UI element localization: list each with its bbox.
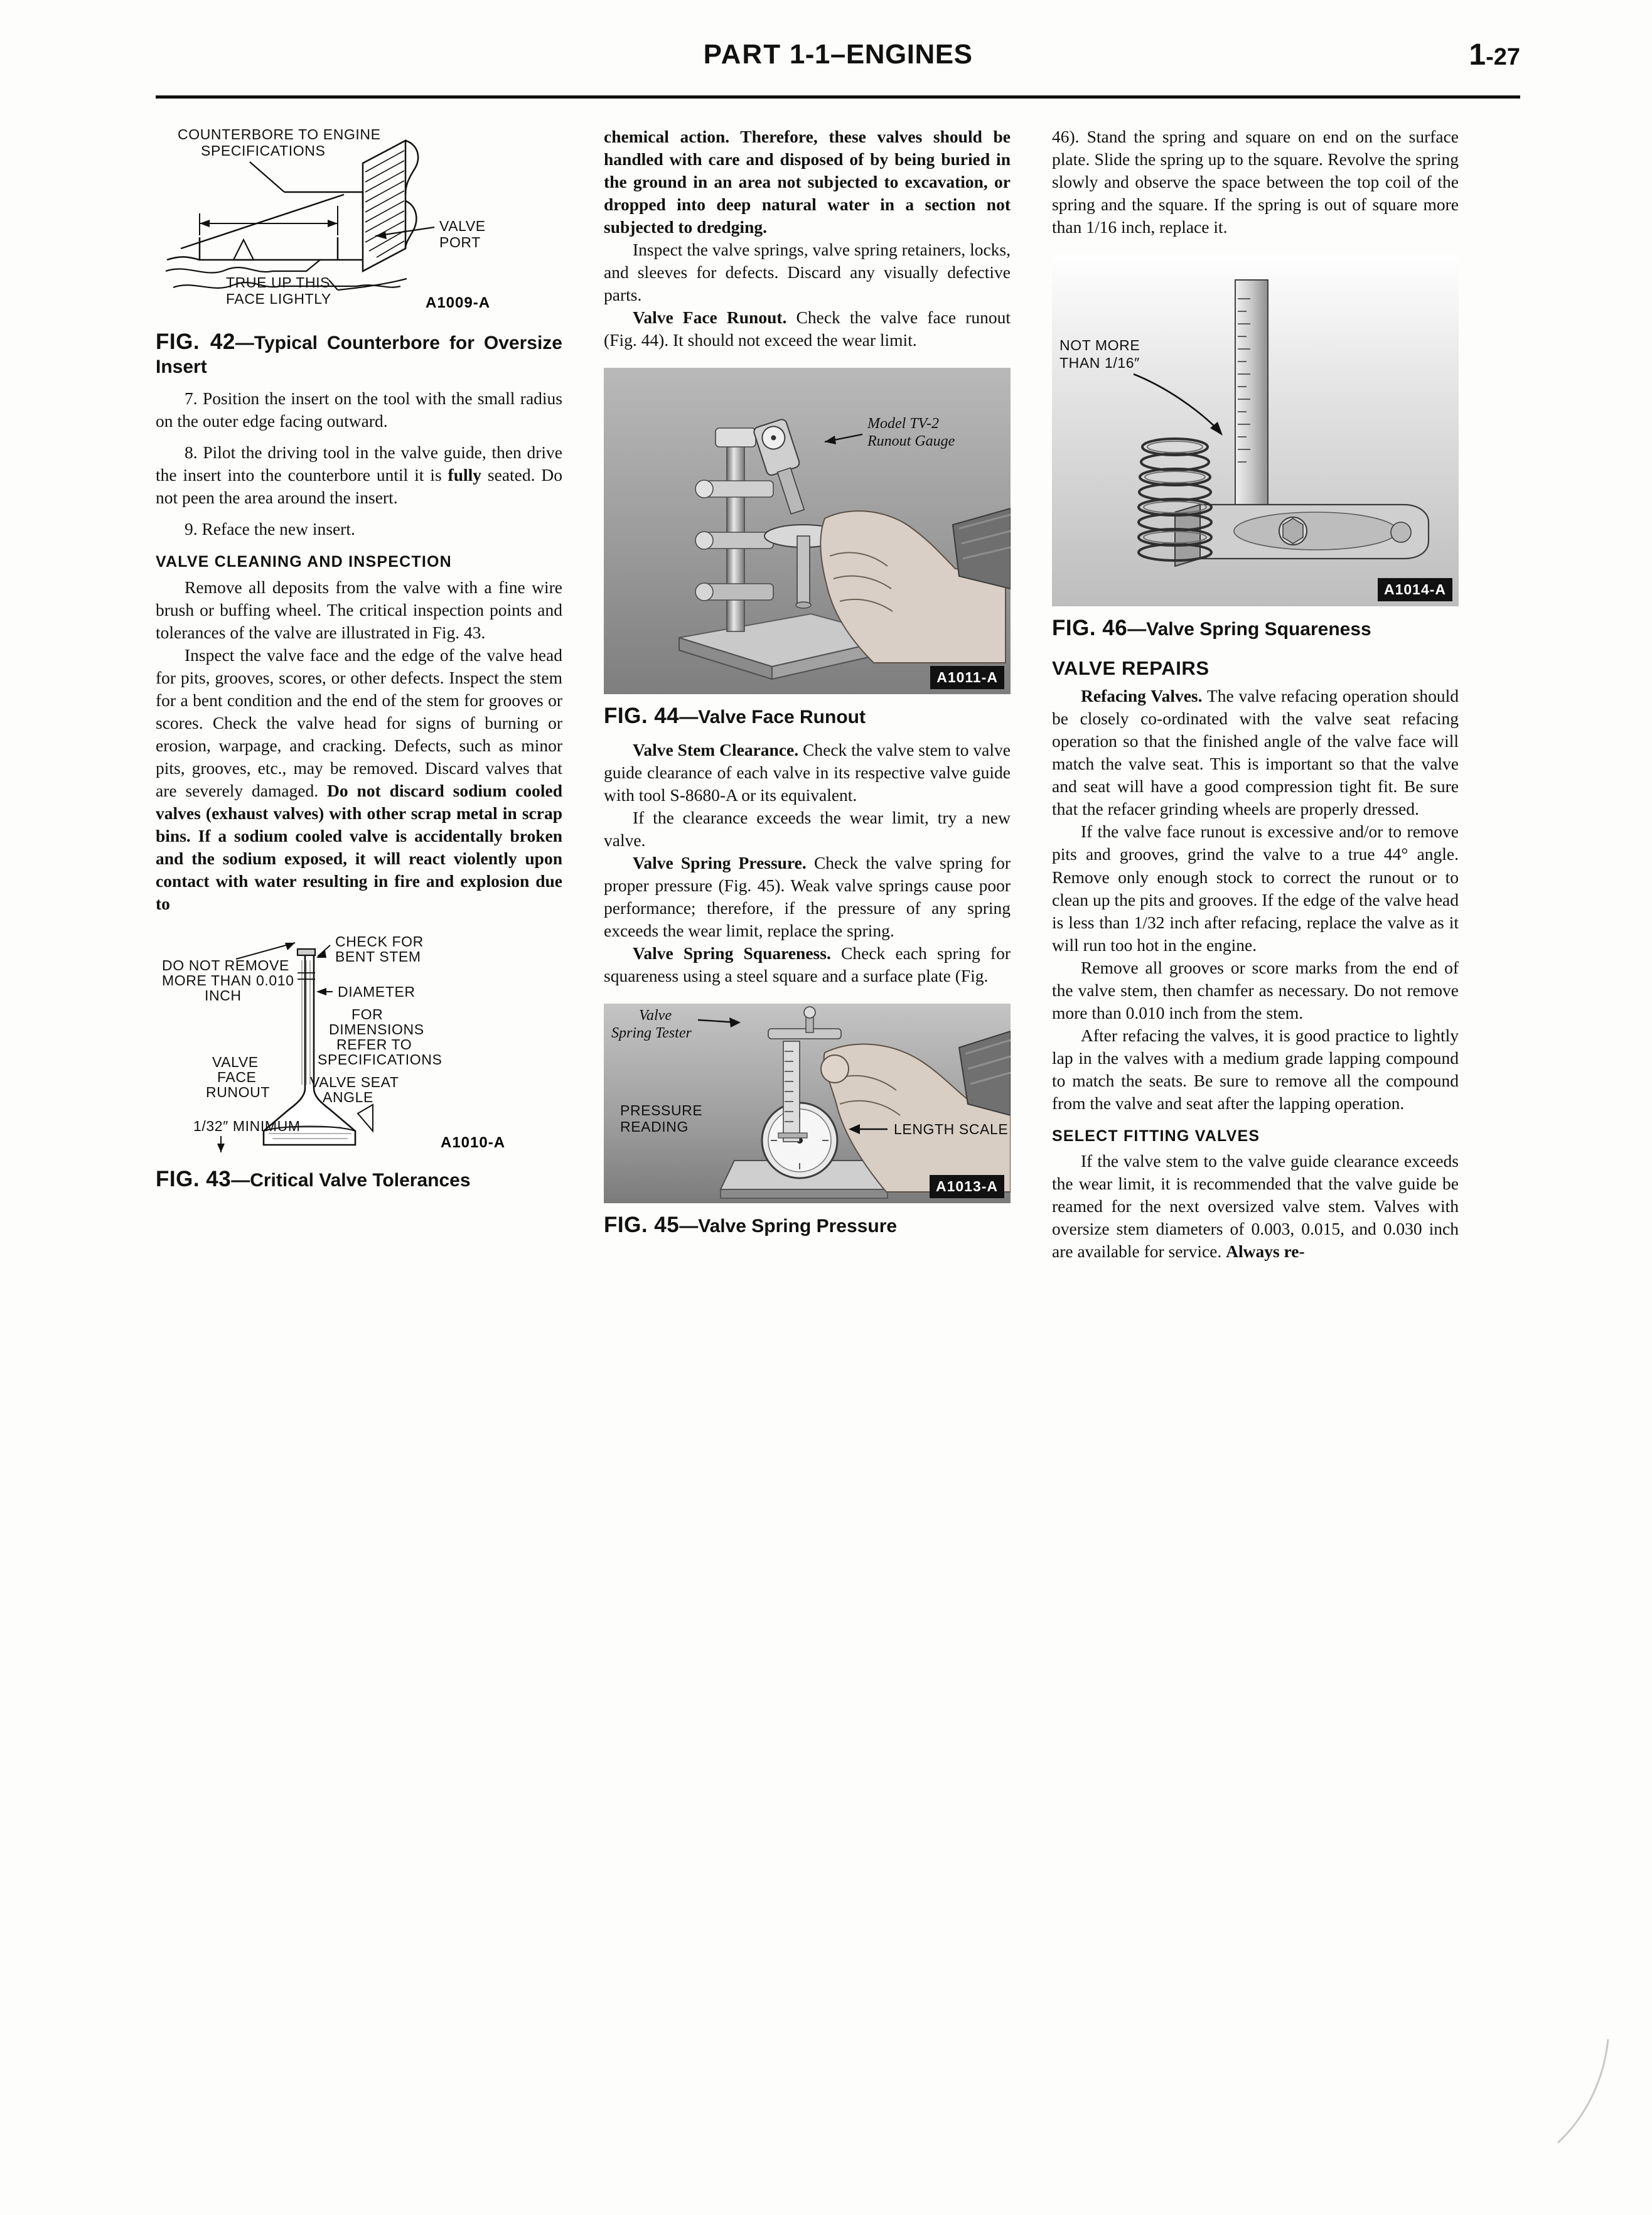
header-rule bbox=[156, 95, 1520, 99]
fig42-label-counterbore: COUNTERBORE TO ENGINE bbox=[178, 126, 381, 142]
figure-42-caption bbox=[156, 329, 562, 378]
col3-paragraph-4: Remove all grooves or score marks from the end of the valve stem, then chamfer as necessary. Do not remove more than 0.010 inch from the stem. bbox=[1052, 957, 1459, 1022]
heading-valve-repairs: VALVE REPAIRS bbox=[1052, 657, 1210, 679]
figure-44 bbox=[604, 368, 1011, 694]
fig43-label-valve: VALVE bbox=[212, 1054, 259, 1071]
fig43-label-inch: INCH bbox=[205, 987, 242, 1004]
page-number-sub: -27 bbox=[1486, 44, 1520, 70]
column-1 bbox=[156, 126, 562, 1202]
step-8-bold: fully bbox=[448, 465, 482, 485]
step-8a: 8. Pilot the driving tool in the valve guide, then drive the insert into the counterbore until it is bbox=[156, 442, 562, 485]
fig42-label-facelightly: FACE LIGHTLY bbox=[226, 291, 331, 307]
figure-46-code: A1014-A bbox=[1378, 578, 1452, 601]
figure-46-caption-text: —Valve Spring Squareness bbox=[1127, 619, 1371, 640]
fig43-label-referto: REFER TO bbox=[336, 1036, 412, 1053]
fig43-label-face: FACE bbox=[217, 1069, 257, 1086]
figure-44-caption bbox=[604, 703, 1011, 730]
col3-paragraph-6 bbox=[1052, 1150, 1459, 1263]
col2-p4-label: Valve Stem Clearance. bbox=[633, 739, 799, 759]
col2-paragraph-1: chemical action. Therefore, these valves should be handled with care and disposed of by being buried in the ground in an area not subjected to excavation, or dropped into deep natural water in a section not subjected to dredging. bbox=[604, 127, 1011, 237]
col2-paragraph-4 bbox=[604, 739, 1011, 807]
col2-paragraph-3 bbox=[604, 306, 1011, 351]
col2-paragraph-2: Inspect the valve springs, valve spring retainers, locks, and sleeves for defects. Discard any visually defective parts. bbox=[604, 240, 1011, 305]
page-number bbox=[1469, 38, 1520, 72]
col2-paragraph-7 bbox=[604, 942, 1011, 987]
fig43-label-morethan: MORE THAN 0.010 bbox=[162, 972, 294, 989]
fig43-label-angle: ANGLE bbox=[323, 1089, 373, 1106]
col2-paragraph-5: If the clearance exceeds the wear limit, try a new valve. bbox=[604, 807, 1011, 850]
cleaning-paragraph-1: Remove all deposits from the valve with a fine wire brush or buffing wheel. The critical inspection points and tolerances of the valve are illustrated in Fig. 43. bbox=[156, 577, 562, 643]
col3-p6-bold: Always re- bbox=[1226, 1242, 1305, 1262]
header-section-title: ENGINES bbox=[845, 39, 973, 70]
fig46-label-notmore: NOT MORE bbox=[1059, 337, 1140, 354]
col3-paragraph-2 bbox=[1052, 685, 1459, 820]
step-7: 7. Position the insert on the tool with the small radius on the outer edge facing outward. bbox=[156, 389, 562, 431]
figure-45-code: A1013-A bbox=[930, 1175, 1004, 1198]
figure-45-caption bbox=[604, 1212, 1011, 1239]
page-corner-curl bbox=[1539, 2039, 1614, 2146]
fig43-label-diameter: DIAMETER bbox=[338, 984, 416, 1000]
fig45-label-reading: READING bbox=[620, 1118, 689, 1135]
fig42-label-port: PORT bbox=[439, 234, 481, 250]
figure-43-number: FIG. 43 bbox=[156, 1167, 232, 1192]
header-dash: – bbox=[830, 39, 846, 70]
fig43-label-seat: VALVE SEAT bbox=[310, 1074, 399, 1091]
col2-p3-label: Valve Face Runout. bbox=[633, 308, 787, 328]
fig45-label-spring-tester: Spring Tester bbox=[611, 1025, 692, 1042]
figure-46 bbox=[1052, 255, 1459, 606]
page-header bbox=[156, 39, 1520, 89]
step-8 bbox=[156, 441, 562, 509]
col3-paragraph-3: If the valve face runout is excessive and/or to remove pits and grooves, grind the valve to a true 44° angle. Remove only enough stock to correct the runout or to clean up the pits and grooves. If the edge of the valve head is less than 1/32 inch after refacing, replace the valve as it will run too hot in the engine. bbox=[1052, 822, 1459, 955]
figure-45-number: FIG. 45 bbox=[604, 1213, 680, 1238]
col2-p7-label: Valve Spring Squareness. bbox=[633, 943, 831, 963]
fig43-label-donotremove: DO NOT REMOVE bbox=[162, 957, 289, 974]
heading-select-fitting-valves: SELECT FITTING VALVES bbox=[1052, 1127, 1260, 1145]
figure-42-caption-text: —Typical Counterbore for Oversize Insert bbox=[156, 333, 562, 377]
fig43-label-specs: SPECIFICATIONS bbox=[318, 1051, 442, 1068]
figure-42 bbox=[156, 126, 562, 320]
figure-44-number: FIG. 44 bbox=[604, 704, 680, 729]
col3-p6-text: If the valve stem to the valve guide clearance exceeds the wear limit, it is recommended that the valve guide be reamed for the next oversized valve stem. Valves with oversize stem diameters of 0.003, 0.015, and 0.030 inch are available for service. bbox=[1052, 1151, 1459, 1262]
col3-p2-label: Refacing Valves. bbox=[1081, 686, 1203, 706]
col3-paragraph-1: 46). Stand the spring and square on end on the surface plate. Slide the spring up to the square. Revolve the spring slowly and observe the space between the top coil of the spring and the square. If the spring is out of square more than 1/16 inch, replace it. bbox=[1052, 127, 1459, 237]
fig43-label-minimum: 1/32″ MINIMUM bbox=[193, 1118, 301, 1135]
figure-43-caption bbox=[156, 1166, 562, 1193]
fig44-label-gauge: Runout Gauge bbox=[867, 433, 955, 450]
figure-44-photo bbox=[604, 368, 1011, 694]
fig43-label-for: FOR bbox=[351, 1006, 384, 1023]
fig43-code: A1010-A bbox=[441, 1134, 506, 1152]
figure-43 bbox=[156, 931, 562, 1157]
fig42-code: A1009-A bbox=[426, 294, 491, 311]
figure-46-photo bbox=[1052, 255, 1459, 606]
cleaning-paragraph-2-bold: Do not discard sodium cooled valves (exhaust valves) with other scrap metal in scrap bins. If a sodium cooled valve is accidentally broken and the sodium exposed, it will react violently upon contact with water resulting in fire and explosion due to bbox=[156, 781, 563, 914]
fig43-label-dimensions: DIMENSIONS bbox=[329, 1021, 424, 1038]
fig42-label-trueup: TRUE UP THIS bbox=[226, 274, 331, 291]
heading-valve-cleaning: VALVE CLEANING AND INSPECTION bbox=[156, 553, 452, 571]
figure-43-caption-text: —Critical Valve Tolerances bbox=[231, 1170, 471, 1191]
step-8c: seated. Do not peen the area around the insert. bbox=[156, 465, 563, 508]
figure-44-caption-text: —Valve Face Runout bbox=[679, 707, 866, 728]
step-9: 9. Reface the new insert. bbox=[185, 519, 355, 539]
col2-p6-label: Valve Spring Pressure. bbox=[633, 852, 807, 872]
fig43-label-check-bent2: BENT STEM bbox=[335, 948, 421, 965]
column-2 bbox=[604, 126, 1011, 1248]
fig45-label-pressure: PRESSURE bbox=[620, 1102, 703, 1119]
figure-45 bbox=[604, 1004, 1011, 1203]
fig44-label-model: Model TV-2 bbox=[867, 416, 939, 432]
page-number-main: 1 bbox=[1469, 38, 1486, 72]
header-part-label: PART bbox=[703, 39, 782, 70]
fig42-label-valve: VALVE bbox=[439, 218, 486, 234]
fig46-label-than: THAN 1/16″ bbox=[1059, 355, 1140, 372]
cleaning-paragraph-2 bbox=[156, 644, 562, 915]
figure-45-photo bbox=[604, 1004, 1011, 1203]
cleaning-paragraph-2-text: Inspect the valve face and the edge of the valve head for pits, grooves, scores, or other defects. Inspect the stem for a bent condition and the end of the stem for grooves or scores. Check the valve head for signs of burning or erosion, warpage, and cracking. Defects, such as minor pits, grooves, etc., may be removed. Discard valves that are severely damaged. bbox=[156, 645, 562, 801]
col2-p3-text: Check the valve face runout (Fig. 44). It should not exceed the wear limit. bbox=[604, 308, 1011, 350]
col3-paragraph-5: After refacing the valves, it is good practice to lightly lap in the valves with a medium grade lapping compound to match the seats. Be sure to remove all the compound from the valve and seat after the lapping operation. bbox=[1052, 1025, 1459, 1113]
col2-p6-text: Check the valve spring for proper pressure (Fig. 45). Weak valve springs cause poor performance; therefore, if the pressure of any spring exceeds the wear limit, replace the spring. bbox=[604, 852, 1011, 940]
figure-42-number: FIG. 42 bbox=[156, 330, 235, 354]
figure-45-caption-text: —Valve Spring Pressure bbox=[679, 1216, 898, 1237]
col2-p7-text: Check each spring for squareness using a steel square and a surface plate (Fig. bbox=[604, 943, 1011, 985]
fig42-label-counterbore2: SPECIFICATIONS bbox=[201, 142, 326, 159]
col3-p2-text: The valve refacing operation should be closely co-ordinated with the valve seat refacing operation so that the finished angle of the valve face will match the valve seat. This is important so that the valve and seat will have a good compression tight fit. Be sure that the refacer grinding wheels are properly dressed. bbox=[1052, 686, 1459, 819]
column-3 bbox=[1052, 126, 1459, 1263]
figure-46-number: FIG. 46 bbox=[1052, 616, 1128, 641]
figure-46-caption bbox=[1052, 615, 1459, 642]
col2-p4-text: Check the valve stem to valve guide clearance of each valve in its respective valve guide with tool S-8680-A or its equivalent. bbox=[604, 739, 1011, 805]
fig43-label-runout: RUNOUT bbox=[206, 1084, 270, 1101]
header-part-number: 1-1 bbox=[789, 39, 830, 70]
header-title bbox=[704, 39, 973, 70]
fig43-label-check-bent: CHECK FOR bbox=[335, 933, 424, 950]
fig45-label-length-scale: LENGTH SCALE bbox=[894, 1121, 1009, 1138]
col2-paragraph-6 bbox=[604, 852, 1011, 942]
figure-44-code: A1011-A bbox=[930, 666, 1004, 689]
fig45-label-valve: Valve bbox=[639, 1007, 672, 1024]
